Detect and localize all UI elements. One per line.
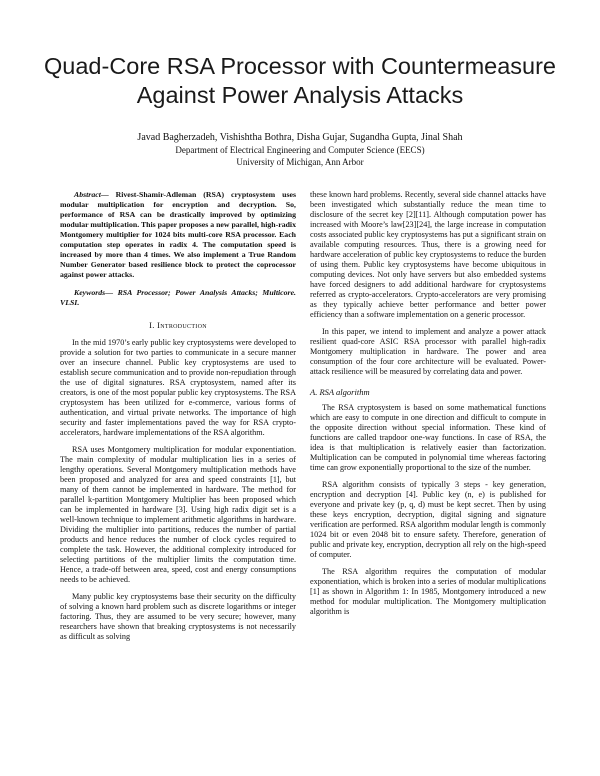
- title-line-2: Against Power Analysis Attacks: [136, 82, 464, 108]
- rsa-paragraph-3: The RSA algorithm requires the computation of modular exponentiation, which is broken into a series of modular multiplications [1] as shown in Algorithm 1: In 1985, Montgomery introduced a new method for modular multiplication. The Montgomery multiplication algorithm is: [310, 567, 546, 616]
- left-column: [60, 190, 296, 649]
- rsa-paragraph-2: RSA algorithm consists of typically 3 steps - key generation, encryption and decryption [4]. Public key (n, e) is published for everyone and private key (p, q, d) must be kept secret. Then by using these keys encryption, decryption, digital signing and signature verification are performed. RSA algorithm modular length is commonly 1024 bit or even 2048 bit to ensure safety. Therefore, generation of public and private key, encryption, decryption all rely on the high-speed of computer.: [310, 480, 546, 559]
- author-department: Department of Electrical Engineering and Computer Science (EECS): [175, 145, 425, 155]
- rsa-paragraph-1: The RSA cryptosystem is based on some mathematical functions which are easy to compute in one direction and difficult to compute in the opposite direction without special information. These kind of functions are called trapdoor one-way functions. In case of RSA, the idea is that multiplication is relatively easier than factorization. Multiplication can be computed in polynomial time whereas factoring time can grow exponentially proportional to the size of the number.: [310, 403, 546, 472]
- abstract-label: Abstract: [74, 190, 101, 199]
- intro-paragraph-1: In the mid 1970’s early public key cryptosystems were developed to provide a solution for two parties to communicate in a secure manner over an insecure channel. Public key cryptosystems are used to establish secure communication and to provide non-repudiation through the use of digital signatures. RSA cryptosystem, named after its creators, is one of the most popular public key cryptosystems. The RSA cryptosystem has been utilized for e-commerce, various forms of authentication, and virtual private networks. The importance of high security and faster implementations paved the way for RSA crypto-accelerators, hardware implementations of the RSA algorithm.: [60, 338, 296, 437]
- author-names: Javad Bagherzadeh, Vishishtha Bothra, Disha Gujar, Sugandha Gupta, Jinal Shah: [137, 132, 463, 143]
- author-block: [60, 132, 540, 168]
- subsection-heading-rsa-algorithm: A. RSA algorithm: [310, 387, 370, 397]
- right-column: [310, 190, 546, 624]
- intro-paragraph-2: RSA uses Montgomery multiplication for modular exponentiation. The main complexity of modular multiplication lies in a series of lengthy operations. Several Montgomery multiplication methods have been proposed and analyzed for area and speed constraints [1], but many of them cannot be implemented in hardware. The method for parallel k-partition Montgomery Multiplier has been proposed which can be implemented in hardware [3]. Using high radix digit set is a well-known technique to implement arithmetic algorithms in hardware. Dividing the multiplier into partitions, reduces the number of partial products and hence reduces the number of clock cycles required to complete the task. However, the additional complexity introduced for selecting partitions of the multiplier limits the computation time. Hence, a trade-off between area, speed, cost and energy consumptions needs to be achieved.: [60, 445, 296, 584]
- intro-paragraph-3: Many public key cryptosystems base their security on the difficulty of solving a known hard problem such as discrete logarithms or integer factoring. Thus, they are assumed to be very secure; however, many researchers have shown that breaking cryptosystems is not necessarily as difficult as solving: [60, 592, 296, 641]
- author-university: University of Michigan, Ann Arbor: [236, 157, 364, 167]
- intro-paragraph-5: In this paper, we intend to implement and analyze a power attack resilient quad-core ASIC RSA processor with parallel high-radix Montgomery multiplication in hardware. The power and area consumption of the four core architecture will be evaluated. Power-attack resilience will be measured by correlating data and power.: [310, 327, 546, 376]
- keywords: [60, 288, 296, 308]
- keywords-label: Keywords—: [74, 288, 113, 297]
- abstract: [60, 190, 296, 280]
- abstract-text: — Rivest-Shamir-Adleman (RSA) cryptosystem uses modular multiplication for encryption and decryption. So, performance of RSA can be drastically improved by optimizing modular multiplication. This paper proposes a new parallel, high-radix Montgomery multiplier for 1024 bits multi-core RSA processor. Each computation step operates in radix 4. The computation speed is increased by more than 4 times. We also implement a True Random Number Generator based resilience block to protect the coprocessor against power attacks.: [60, 190, 296, 279]
- intro-paragraph-4: these known hard problems. Recently, several side channel attacks have been investigated which substantially reduce the mean time to disclosure of the secret key [2][11]. Although computation power has increased with Moore’s law[23][24], the large increase in computation costs associated public key cryptosystems has put a significant strain on available computing resources. Thus, there is a growing need for hardware acceleration of public key cryptosystems to reduce the burden of using them. Public key cryptosystems have become ubiquitous in computing devices. Not only have servers but also embedded systems have forced designers to add additional hardware for cryptosystems referred as crypto-accelerators. Crypto-accelerators are very promising as they typically achieve better performance and better power efficiency than a software implementation on a generic processor.: [310, 190, 546, 319]
- title-line-1: Quad-Core RSA Processor with Countermeasure: [44, 53, 556, 79]
- section-heading-introduction: I. Introduction: [149, 320, 207, 330]
- paper-title: [40, 52, 560, 110]
- keywords-text: RSA Processor; Power Analysis Attacks; Multicore. VLSI.: [60, 288, 296, 307]
